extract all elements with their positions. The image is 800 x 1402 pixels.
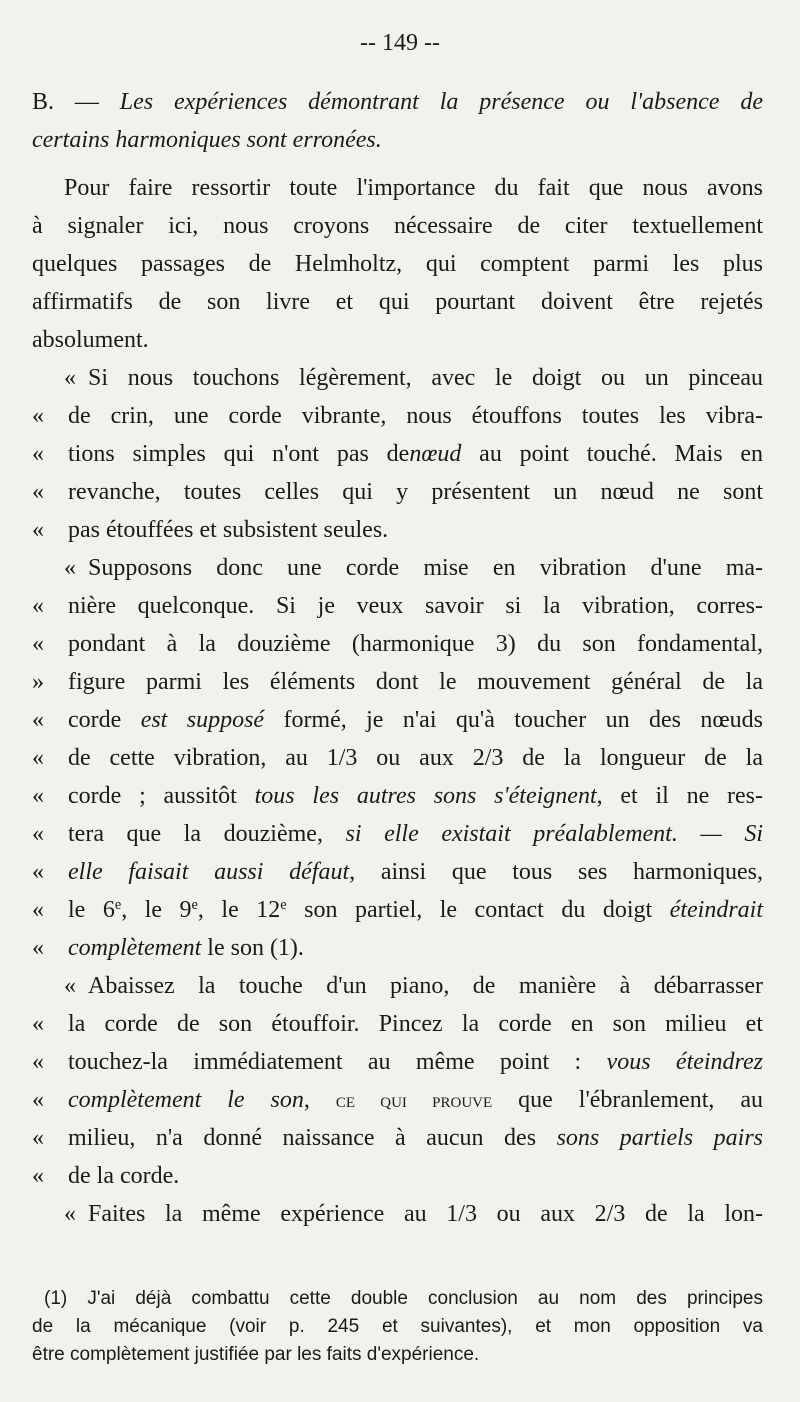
- quote-text: Faites la même expérience au 1/3 ou aux 2/3 de la lon-: [88, 1201, 763, 1227]
- quote-mark: «: [32, 593, 44, 619]
- footnote-line: (1) J'ai déjà combattu cette double conclusion au nom des principes: [44, 1288, 763, 1309]
- quote-mark: «: [32, 441, 44, 467]
- quote-mark: «: [32, 1049, 44, 1075]
- quote-text: Supposons donc une corde mise en vibration d'une ma-: [88, 555, 763, 581]
- quote-text: la corde de son étouffoir. Pincez la corde en son milieu et: [68, 1011, 763, 1037]
- section-title-part-2: certains harmoniques sont erronées.: [32, 127, 382, 153]
- quote-mark: «: [32, 1125, 44, 1151]
- quote-text: de la corde.: [68, 1163, 180, 1189]
- quote-text: corde est supposé formé, je n'ai qu'à toucher un des nœuds: [68, 707, 763, 733]
- quote-text: tions simples qui n'ont pas denœud au point touché. Mais en: [68, 441, 763, 467]
- quote-text: elle faisait aussi défaut, ainsi que tous ses harmoniques,: [68, 859, 763, 885]
- section-label: B. —: [32, 89, 99, 115]
- section-heading-line-2: [32, 124, 763, 156]
- paragraph-line: quelques passages de Helmholtz, qui comptent parmi les plus: [32, 251, 763, 277]
- footnote-line: être complètement justifiée par les faits d'expérience.: [32, 1344, 480, 1365]
- quote-text: de crin, une corde vibrante, nous étouffons toutes les vibra-: [68, 403, 763, 429]
- quote-mark: «: [64, 973, 76, 999]
- quote-mark: «: [32, 517, 44, 543]
- paragraph-line: à signaler ici, nous croyons nécessaire de citer textuellement: [32, 213, 763, 239]
- quote-text: milieu, n'a donné naissance à aucun des sons partiels pairs: [68, 1125, 764, 1151]
- quote-mark: «: [32, 745, 44, 771]
- quote-mark: »: [32, 669, 44, 695]
- quote-mark: «: [32, 1087, 44, 1113]
- quote-mark: «: [64, 365, 76, 391]
- quote-text: Si nous touchons légèrement, avec le doigt ou un pinceau: [88, 365, 763, 391]
- quote-mark: «: [32, 935, 44, 961]
- quote-mark: «: [32, 859, 44, 885]
- quote-text: de cette vibration, au 1/3 ou aux 2/3 de la longueur de la: [68, 745, 763, 771]
- quote-text: corde ; aussitôt tous les autres sons s'éteignent, et il ne res-: [68, 783, 763, 809]
- footnote-line: de la mécanique (voir p. 245 et suivantes), et mon opposition va: [32, 1316, 763, 1337]
- section-title-part-1: Les expériences démontrant la présence ou l'absence de: [119, 89, 763, 115]
- quote-mark: «: [32, 783, 44, 809]
- quote-mark: «: [32, 631, 44, 657]
- section-heading-line-1: [32, 86, 763, 118]
- quote-text: pondant à la douzième (harmonique 3) du son fondamental,: [68, 631, 763, 657]
- quote-mark: «: [32, 821, 44, 847]
- quote-mark: «: [32, 897, 44, 923]
- quote-text: touchez-la immédiatement au même point : vous éteindrez: [68, 1049, 763, 1075]
- quote-text: nière quelconque. Si je veux savoir si la vibration, corres-: [68, 593, 763, 619]
- paragraph-line: affirmatifs de son livre et qui pourtant doivent être rejetés: [32, 289, 763, 315]
- quote-text: tera que la douzième, si elle existait préalablement. — Si: [68, 821, 764, 847]
- quote-mark: «: [64, 1201, 76, 1227]
- paragraph-line: Pour faire ressortir toute l'importance du fait que nous avons: [64, 175, 763, 201]
- page-number: -- 149 --: [360, 30, 440, 56]
- paragraph-line: absolument.: [32, 327, 149, 353]
- quote-mark: «: [32, 1163, 44, 1189]
- quote-text: le 6e, le 9e, le 12e son partiel, le contact du doigt éteindrait: [68, 897, 763, 923]
- quote-mark: «: [32, 1011, 44, 1037]
- quote-mark: «: [32, 707, 44, 733]
- quote-mark: «: [32, 479, 44, 505]
- quote-text: Abaissez la touche d'un piano, de manière à débarrasser: [88, 973, 763, 999]
- quote-text: figure parmi les éléments dont le mouvement général de la: [68, 669, 763, 695]
- quote-mark: «: [32, 403, 44, 429]
- quote-text: complètement le son (1).: [68, 935, 304, 961]
- quote-text: revanche, toutes celles qui y présentent un nœud ne sont: [68, 479, 763, 505]
- quote-mark: «: [64, 555, 76, 581]
- quote-text: complètement le son, ce qui prouve que l'ébranlement, au: [68, 1087, 764, 1113]
- quote-text: pas étouffées et subsistent seules.: [68, 517, 389, 543]
